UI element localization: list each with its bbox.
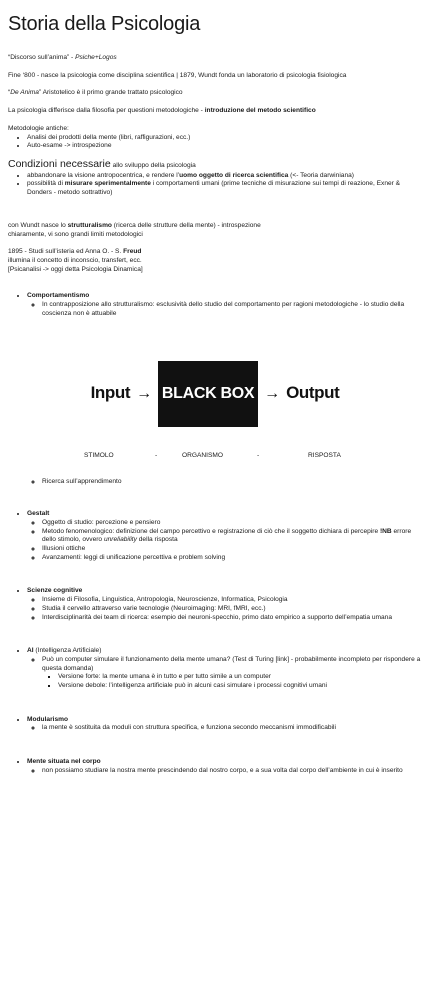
ai-section — [8, 647, 422, 691]
list-item: • Scienze cognitive ◦ Insieme di Filosofia, Linguistica, Antropologia, Neuroscienze, Informatica, Psicologia ◦ Studia il cervello attraverso varie tecnologie (Neuroimaging: MRI, fMRI, ecc.) ◦ Interdisciplinarità dei team di ricerca: esempio dei neuroni-specchio, primo dato empirico a supporto dell’empatia umana — [27, 587, 422, 622]
wundt-line: con Wundt nasce lo strutturalismo (ricerca delle strutture della mente) - introspezione — [8, 221, 261, 229]
apprendimento-list — [27, 478, 422, 487]
list-item: ◦ la mente è sostituita da moduli con struttura specifica, e funziona secondo meccanismi immodificabili — [42, 724, 422, 733]
list-item: ◦ Oggetto di studio: percezione e pensiero — [42, 519, 422, 528]
list-item: • Mente situata nel corpo ◦ non possiamo studiare la nostra mente prescindendo dal nostro corpo, e a sua volta dal corpo dell’ambiente in cui è inserito — [27, 758, 422, 775]
condizioni-list — [8, 172, 422, 198]
list-item: ◦ Interdisciplinarità dei team di ricerca: esempio dei neuroni-specchio, primo dato empirico a supporto dell’empatia umana — [42, 614, 422, 623]
list-item: ◦ Ricerca sull’apprendimento — [42, 478, 422, 487]
organismo-label: ORGANISMO — [182, 451, 224, 459]
list-item: • Auto-esame -> introspezione — [27, 142, 422, 151]
list-item: • Modularismo ◦ la mente è sostituita da moduli con struttura specifica, e funziona secondo meccanismi immodificabili — [27, 716, 422, 733]
fine800-paragraph: Fine ‘800 - nasce la psicologia come disciplina scientifica | 1879, Wundt fonda un laboratorio di psicologia fisiologica — [8, 71, 347, 79]
arrow-right-icon: → — [136, 384, 153, 402]
modularismo-section — [8, 716, 422, 733]
freud-line: 1895 - Studi sull’isteria ed Anna O. - S. Freud — [8, 248, 142, 256]
deanima-line: “De Anima” Aristotelico è il primo grande trattato psicologico — [8, 89, 183, 97]
condizioni-heading: Condizioni necessarie allo sviluppo della psicologia — [8, 157, 196, 170]
comportamentismo-section — [8, 292, 422, 318]
metodologie-list — [8, 134, 422, 151]
list-item: • Comportamentismo ◦ In contrapposizione allo strutturalismo: esclusività dello studio del comportamento per ragioni metodologiche - lo studio della coscienza non è attuabile — [27, 292, 422, 318]
list-item: ◦ Avanzamenti: leggi di unificazione percettiva e problem solving — [42, 554, 422, 563]
list-item: ◦ Insieme di Filosofia, Linguistica, Antropologia, Neuroscienze, Informatica, Psicologia — [42, 596, 422, 605]
output-label: Output — [286, 383, 340, 403]
risposta-label: RISPOSTA — [308, 451, 341, 459]
page-title: Storia della Psicologia — [8, 13, 201, 35]
black-box-diagram — [8, 361, 422, 427]
freud-line3: [Psicanalisi -> oggi detta Psicologia Dinamica] — [8, 265, 143, 273]
list-item: ◦ Illusioni ottiche — [42, 545, 422, 554]
list-item: ◦ Metodo fenomenologico: definizione del campo percettivo e registrazione di ciò che il soggetto dichiara di percepire !NB errore dello stimolo, ovvero unreliability della risposta — [42, 528, 422, 545]
list-item: ◦ non possiamo studiare la nostra mente prescindendo dal nostro corpo, e a sua volta dal corpo dell’ambiente in cui è inserito — [42, 767, 422, 776]
dash: - — [155, 451, 158, 459]
list-item: • possibilità di misurare sperimentalmente i comportamenti umani (prime tecniche di misurazione sui tempi di reazione, Exner & Donders - metodo sottrattivo) — [27, 180, 422, 197]
dash: - — [257, 451, 260, 459]
freud-line2: illumina il concetto di inconscio, transfert, ecc. — [8, 257, 142, 264]
list-item: • abbandonare la visione antropocentrica, e rendere l’uomo oggetto di ricerca scientifica (<- Teoria darwiniana) — [27, 172, 422, 181]
corpo-section — [8, 758, 422, 775]
discorso-line: “Discorso sull’anima” - Psiche+Logos — [8, 54, 117, 61]
list-item: • AI (Intelligenza Artificiale) ◦ Può un computer simulare il funzionamento della mente umana? (Test di Turing [link] - probabilmente incompleto per rispondere a questa domanda) ▪ Versione forte: la mente umana è in tutto e per tutto simile a un computer ▪ Versione debole: l’intelligenza artificiale può in alcuni casi simulare i processi cognitivi umani — [27, 647, 422, 691]
metodologie-label: Metodologie antiche: — [8, 124, 69, 132]
black-box: BLACK BOX — [158, 361, 258, 427]
input-label: Input — [90, 383, 131, 403]
list-item: ▪ Versione forte: la mente umana è in tutto e per tutto simile a un computer — [58, 673, 422, 682]
gestalt-section — [8, 510, 422, 562]
stimolo-label: STIMOLO — [84, 451, 114, 459]
list-item: • Gestalt ◦ Oggetto di studio: percezione e pensiero ◦ Metodo fenomenologico: definizione del campo percettivo e registrazione di ciò che il soggetto dichiara di percepire !NB errore dello stimolo, ovvero unreliability della risposta ◦ Illusioni ottiche ◦ Avanzamenti: leggi di unificazione percettiva e problem solving — [27, 510, 422, 562]
arrow-right-icon: → — [264, 384, 281, 402]
list-item: ◦ In contrapposizione allo strutturalismo: esclusività dello studio del comportamento per ragioni metodologiche - lo studio della coscienza non è attuabile — [42, 301, 422, 318]
list-item: ◦ Studia il cervello attraverso varie tecnologie (Neuroimaging: MRI, fMRI, ecc.) — [42, 605, 422, 614]
list-item: ▪ Versione debole: l’intelligenza artificiale può in alcuni casi simulare i processi cognitivi umani — [58, 682, 422, 691]
sor-row — [8, 452, 422, 464]
wundt-line2: chiaramente, vi sono grandi limiti metodologici — [8, 230, 143, 238]
scienze-section — [8, 587, 422, 622]
list-item: • Analisi dei prodotti della mente (libri, raffigurazioni, ecc.) — [27, 134, 422, 143]
list-item: ◦ Può un computer simulare il funzionamento della mente umana? (Test di Turing [link] - probabilmente incompleto per rispondere a questa domanda) ▪ Versione forte: la mente umana è in tutto e per tutto simile a un computer ▪ Versione debole: l’intelligenza artificiale può in alcuni casi simulare i processi cognitivi umani — [42, 656, 422, 691]
differisce-line: La psicologia differisce dalla filosofia per questioni metodologiche - introduzione del metodo scientifico — [8, 107, 316, 115]
